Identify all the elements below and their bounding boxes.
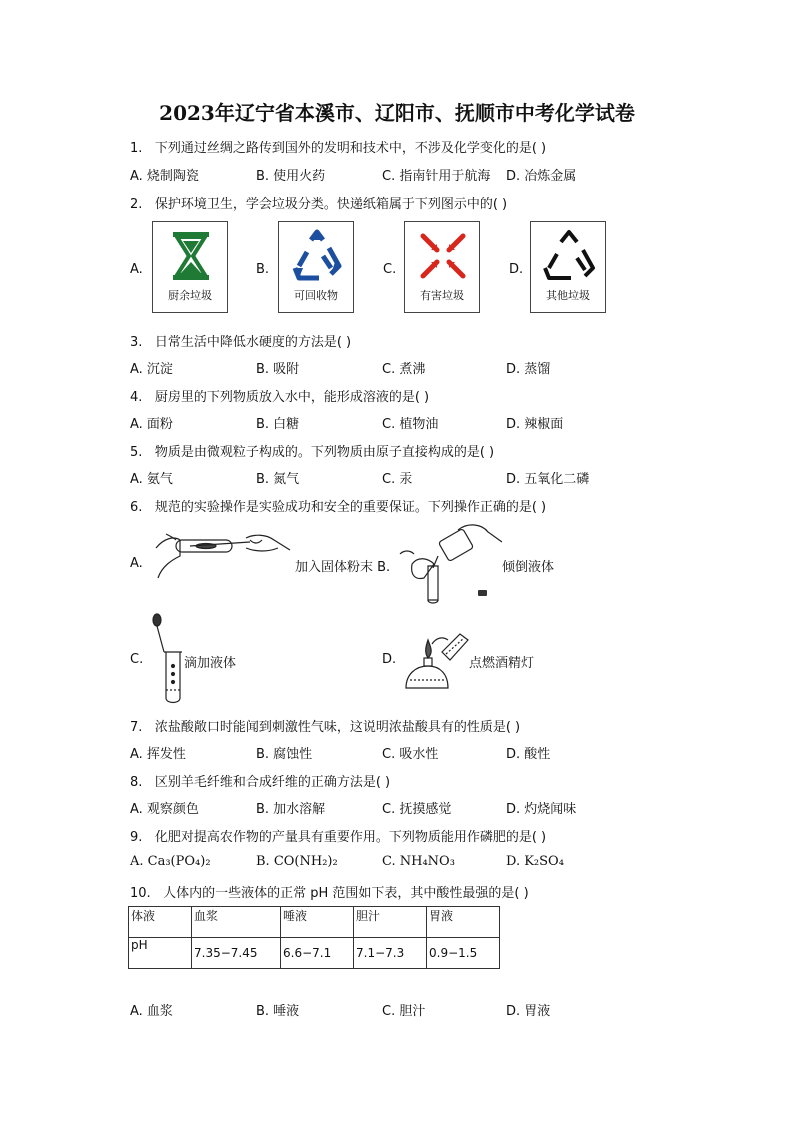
option-d: D. xyxy=(382,652,397,667)
option-a: A. 观察颜色 xyxy=(130,802,199,817)
options-8 xyxy=(130,798,730,816)
options-1 xyxy=(130,165,730,183)
option-a-caption: 加入固体粉末 B. xyxy=(295,560,391,575)
kitchen-waste-sign xyxy=(152,221,228,313)
option-a: A. xyxy=(130,262,143,277)
recyclable-sign xyxy=(278,221,354,313)
question-number: 6. xyxy=(130,500,143,515)
option-d-caption: 点燃酒精灯 xyxy=(469,656,535,671)
table-cell: 血浆 xyxy=(192,907,281,938)
question-number: 9. xyxy=(130,830,143,845)
option-a: A. 挥发性 xyxy=(130,747,186,762)
question-6 xyxy=(130,496,546,515)
table-header-row xyxy=(129,907,500,938)
option-b: B. 腐蚀性 xyxy=(256,747,313,762)
option-d: D. 辣椒面 xyxy=(506,417,564,432)
question-text: 化肥对提高农作物的产量具有重要作用。下列物质能用作磷肥的是( ) xyxy=(154,830,547,845)
question-7 xyxy=(130,716,520,735)
options-7 xyxy=(130,743,730,761)
option-b: B. 使用火药 xyxy=(256,169,326,184)
option-d: D. 五氧化二磷 xyxy=(506,472,590,487)
hourglass-icon xyxy=(163,228,219,284)
question-text: 浓盐酸敞口时能闻到刺激性气味，这说明浓盐酸具有的性质是( ) xyxy=(154,720,521,735)
option-c: C. NH₄NO₃ xyxy=(382,854,455,869)
option-d: D. xyxy=(509,262,524,277)
question-text: 日常生活中降低水硬度的方法是( ) xyxy=(154,335,352,350)
question-3 xyxy=(130,331,351,350)
question-text: 保护环境卫生，学会垃圾分类。快递纸箱属于下列图示中的( ) xyxy=(154,197,508,212)
option-d: D. 胃液 xyxy=(506,1004,551,1019)
question-number: 2. xyxy=(130,197,143,212)
option-b: B. CO(NH₂)₂ xyxy=(256,854,338,869)
ph-table xyxy=(128,906,500,969)
option-c: C. 汞 xyxy=(382,472,413,487)
question-text: 物质是由微观粒子构成的。下列物质由原子直接构成的是( ) xyxy=(154,445,495,460)
question-10 xyxy=(130,882,529,901)
bin-label: 其他垃圾 xyxy=(546,289,590,302)
question-number: 10. xyxy=(130,886,151,901)
table-cell: 7.35−7.45 xyxy=(192,938,281,969)
option-b: B. xyxy=(256,262,270,277)
other-waste-sign xyxy=(530,221,606,313)
bin-label: 有害垃圾 xyxy=(420,289,464,302)
question-text: 区别羊毛纤维和合成纤维的正确方法是( ) xyxy=(154,775,391,790)
hazardous-sign xyxy=(404,221,480,313)
question-text: 规范的实验操作是实验成功和安全的重要保证。下列操作正确的是( ) xyxy=(154,500,547,515)
option-b: B. 吸附 xyxy=(256,362,300,377)
dropper-illustration xyxy=(148,612,184,704)
table-row xyxy=(129,938,500,969)
option-c-caption: 滴加液体 xyxy=(184,656,237,671)
question-number: 3. xyxy=(130,335,143,350)
table-cell: 0.9−1.5 xyxy=(427,938,500,969)
option-a: A. 血浆 xyxy=(130,1004,173,1019)
option-d: D. 冶炼金属 xyxy=(506,169,577,184)
question-9 xyxy=(130,826,546,845)
option-a: A. 面粉 xyxy=(130,417,173,432)
option-c: C. 胆汁 xyxy=(382,1004,426,1019)
option-c: C. 指南针用于航海 xyxy=(382,169,491,184)
question-number: 8. xyxy=(130,775,143,790)
pouring-liquid-illustration xyxy=(398,520,503,604)
options-5 xyxy=(130,468,730,486)
option-d: D. K₂SO₄ xyxy=(506,854,564,869)
question-number: 5. xyxy=(130,445,143,460)
option-b: B. 唾液 xyxy=(256,1004,300,1019)
test-tube-powder-illustration xyxy=(150,526,295,582)
question-2 xyxy=(130,193,507,212)
question-4 xyxy=(130,386,429,405)
hazard-cross-icon xyxy=(415,228,471,284)
options-9 xyxy=(130,854,730,872)
option-b-caption: 倾倒液体 xyxy=(502,560,555,575)
table-cell: 胃液 xyxy=(427,907,500,938)
option-b: B. 氮气 xyxy=(256,472,300,487)
recycle-icon xyxy=(289,228,345,284)
option-c: C. 吸水性 xyxy=(382,747,439,762)
options-10 xyxy=(130,1000,730,1018)
option-c: C. 煮沸 xyxy=(382,362,426,377)
question-text: 厨房里的下列物质放入水中，能形成溶液的是( ) xyxy=(154,390,430,405)
option-c: C. 抚摸感觉 xyxy=(382,802,452,817)
question-1 xyxy=(130,137,546,156)
question-text: 下列通过丝绸之路传到国外的发明和技术中，不涉及化学变化的是( ) xyxy=(154,141,547,156)
option-c: C. xyxy=(130,652,144,667)
table-cell: 6.6−7.1 xyxy=(281,938,354,969)
option-a: A. 沉淀 xyxy=(130,362,173,377)
question-8 xyxy=(130,771,390,790)
question-text: 人体内的一些液体的正常 pH 范围如下表，其中酸性最强的是( ) xyxy=(163,886,529,901)
option-a: A. 烧制陶瓷 xyxy=(130,169,199,184)
table-cell: 唾液 xyxy=(281,907,354,938)
question-5 xyxy=(130,441,494,460)
bin-label: 厨余垃圾 xyxy=(168,289,212,302)
table-cell: 胆汁 xyxy=(354,907,427,938)
table-cell: 体液 xyxy=(129,907,192,938)
question-number: 4. xyxy=(130,390,143,405)
option-b: B. 加水溶解 xyxy=(256,802,326,817)
option-a: A. Ca₃(PO₄)₂ xyxy=(130,854,211,869)
option-a: A. xyxy=(130,556,143,571)
option-d: D. 蒸馏 xyxy=(506,362,551,377)
option-a: A. 氨气 xyxy=(130,472,173,487)
question-number: 7. xyxy=(130,720,143,735)
page-title: 2023年辽宁省本溪市、辽阳市、抚顺市中考化学试卷 xyxy=(159,101,635,125)
bin-label: 可回收物 xyxy=(294,289,338,302)
option-b: B. 白糖 xyxy=(256,417,300,432)
recycle-outline-icon xyxy=(541,228,597,284)
options-3 xyxy=(130,358,730,376)
option-c: C. xyxy=(383,262,397,277)
option-d: D. 灼烧闻味 xyxy=(506,802,577,817)
question-number: 1. xyxy=(130,141,143,156)
option-c: C. 植物油 xyxy=(382,417,439,432)
options-4 xyxy=(130,413,730,431)
table-cell: pH xyxy=(129,938,192,969)
alcohol-lamp-illustration xyxy=(402,626,470,690)
option-d: D. 酸性 xyxy=(506,747,551,762)
table-cell: 7.1−7.3 xyxy=(354,938,427,969)
